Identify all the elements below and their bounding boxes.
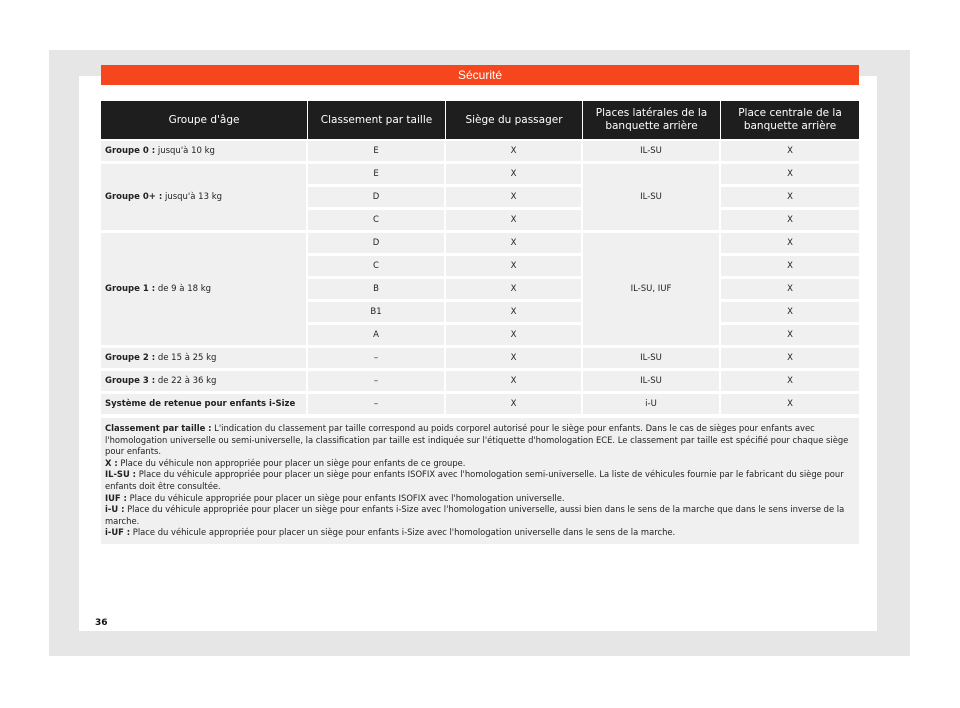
passenger-cell: X [446, 210, 583, 233]
lateral-cell: IL-SU [583, 371, 721, 394]
passenger-cell: X [446, 348, 583, 371]
size-cell: A [308, 325, 446, 348]
center-cell: X [721, 141, 859, 164]
table-row [101, 164, 859, 187]
size-cell: E [308, 141, 446, 164]
center-cell: X [721, 279, 859, 302]
passenger-cell: X [446, 279, 583, 302]
center-cell: X [721, 371, 859, 394]
section-header: Sécurité [101, 65, 859, 85]
passenger-cell: X [446, 371, 583, 394]
center-cell: X [721, 210, 859, 233]
page-number: 36 [95, 618, 108, 628]
center-cell: X [721, 394, 859, 417]
table-row [101, 394, 859, 417]
header-rear-lateral: Places latérales de la banquette arrière [583, 101, 721, 141]
note-i-u: i-U : Place du véhicule appropriée pour placer un siège pour enfants i-Size avec l'homologation universelle, aussi bien dans le sens de la marche que dans le sens inverse de la marche. [105, 504, 845, 526]
lateral-cell: IL-SU, IUF [583, 233, 721, 348]
size-cell: – [308, 348, 446, 371]
group-cell: Groupe 2 : de 15 à 25 kg [101, 348, 308, 371]
group-cell: Groupe 1 : de 9 à 18 kg [101, 233, 308, 348]
passenger-cell: X [446, 302, 583, 325]
passenger-cell: X [446, 325, 583, 348]
note-i-uf: i-UF : Place du véhicule appropriée pour placer un siège pour enfants i-Size avec l'homologation universelle dans le sens de la marche. [105, 527, 676, 538]
table-row [101, 233, 859, 256]
lateral-cell: i-U [583, 394, 721, 417]
header-passenger-seat: Siège du passager [446, 101, 583, 141]
table-row [101, 348, 859, 371]
passenger-cell: X [446, 141, 583, 164]
center-cell: X [721, 256, 859, 279]
table-header-row [101, 101, 859, 141]
center-cell: X [721, 233, 859, 256]
size-cell: D [308, 233, 446, 256]
lateral-cell: IL-SU [583, 348, 721, 371]
lateral-cell: IL-SU [583, 141, 721, 164]
note-size-class: Classement par taille : L'indication du classement par taille correspond au poids corporel autorisé pour le siège pour enfants. Dans le cas de sièges pour enfants avec l'homologation universelle ou semi-universelle, la classification par taille est indiquée sur l'étiquette d'homologation ECE. Le classement par taille est spécifié pour chaque siège pour enfants. [105, 423, 849, 457]
note-iuf: IUF : Place du véhicule appropriée pour placer un siège pour enfants ISOFIX avec l'homologation universelle. [105, 492, 565, 503]
passenger-cell: X [446, 394, 583, 417]
group-cell: Groupe 0+ : jusqu'à 13 kg [101, 164, 308, 233]
passenger-cell: X [446, 164, 583, 187]
passenger-cell: X [446, 233, 583, 256]
child-seat-table [101, 101, 859, 417]
group-cell: Groupe 3 : de 22 à 36 kg [101, 371, 308, 394]
center-cell: X [721, 187, 859, 210]
size-cell: – [308, 394, 446, 417]
size-cell: B [308, 279, 446, 302]
group-cell: Groupe 0 : jusqu'à 10 kg [101, 141, 308, 164]
center-cell: X [721, 325, 859, 348]
center-cell: X [721, 348, 859, 371]
size-cell: C [308, 256, 446, 279]
size-cell: E [308, 164, 446, 187]
header-rear-center: Place centrale de la banquette arrière [721, 101, 859, 141]
table-row [101, 371, 859, 394]
passenger-cell: X [446, 256, 583, 279]
size-cell: B1 [308, 302, 446, 325]
passenger-cell: X [446, 187, 583, 210]
lateral-cell: IL-SU [583, 164, 721, 233]
table-row [101, 141, 859, 164]
size-cell: D [308, 187, 446, 210]
size-cell: C [308, 210, 446, 233]
header-age-group: Groupe d'âge [101, 101, 308, 141]
note-il-su: IL-SU : Place du véhicule appropriée pour placer un siège pour enfants ISOFIX avec l'homologation semi-universelle. La liste de véhicules fournie par le fabricant du siège pour enfants doit être consultée. [105, 469, 844, 491]
group-cell: Système de retenue pour enfants i-Size [101, 394, 308, 417]
note-x: X : Place du véhicule non appropriée pour placer un siège pour enfants de ce groupe. [105, 457, 466, 468]
center-cell: X [721, 302, 859, 325]
legend-notes [101, 418, 859, 544]
size-cell: – [308, 371, 446, 394]
center-cell: X [721, 164, 859, 187]
header-size-class: Classement par taille [308, 101, 446, 141]
